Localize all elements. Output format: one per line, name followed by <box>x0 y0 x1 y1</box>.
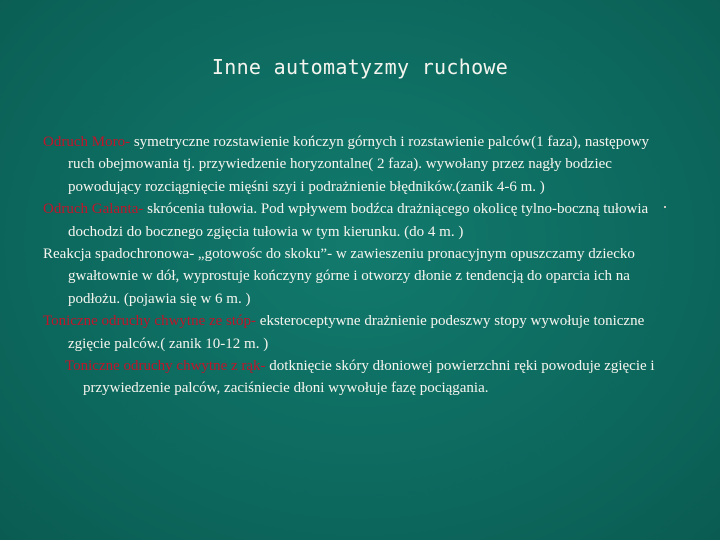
text-galant: skrócenia tułowia. Pod wpływem bodźca drażniącego okolicę tylno-boczną tułowia dochodzi do bocznego zgięcia tułowia w tym kierunku. (do 4 m. ) <box>68 201 649 240</box>
slide-title: Inne automatyzmy ruchowe <box>211 55 509 79</box>
paragraph-plantar-grasp <box>43 310 673 355</box>
decorative-dot <box>664 206 666 208</box>
term-plantar-grasp: Toniczne odruchy chwytne ze stóp- <box>43 313 257 330</box>
term-palmar-grasp: Toniczne odruchy chwytne z rąk- <box>65 358 266 375</box>
text-plantar-grasp: eksteroceptywne drażnienie podeszwy stopy wywołuje toniczne zgięcie palców.( zanik 10-12 m. ) <box>68 313 645 352</box>
term-moro: Odruch Moro- <box>43 134 131 150</box>
text-palmar-grasp: dotknięcie skóry dłoniowej powierzchni ręki powoduje zgięcie i przywiedzenie palców, zaciśniecie dłoni wywołuje fazę pociągania. <box>83 358 655 397</box>
slide-body <box>43 131 673 400</box>
paragraph-galant <box>43 198 673 243</box>
term-galant: Odruch Galanta- <box>43 201 144 218</box>
text-moro: symetryczne rozstawienie kończyn górnych i rozstawienie palców(1 faza), następowy ruch obejmowania tj. przywiedzenie horyzontalne( 2 faza). wywołany przez nagły bodziec powodujący rozciągnięcie mięśni szyi i podrażnienie błędników.(zanik 4-6 m. ) <box>68 134 650 195</box>
paragraph-palmar-grasp <box>43 355 673 400</box>
paragraph-moro <box>43 131 673 198</box>
text-parachute: Reakcja spadochronowa- „gotowośc do skoku”- w zawieszeniu pronacyjnym opuszczamy dziecko gwałtownie w dół, wyprostuje kończyny górne i otworzy dłonie z tendencją do oparcia ich na podłożu. (pojawia się w 6 m. ) <box>43 246 635 307</box>
paragraph-parachute <box>43 243 673 310</box>
